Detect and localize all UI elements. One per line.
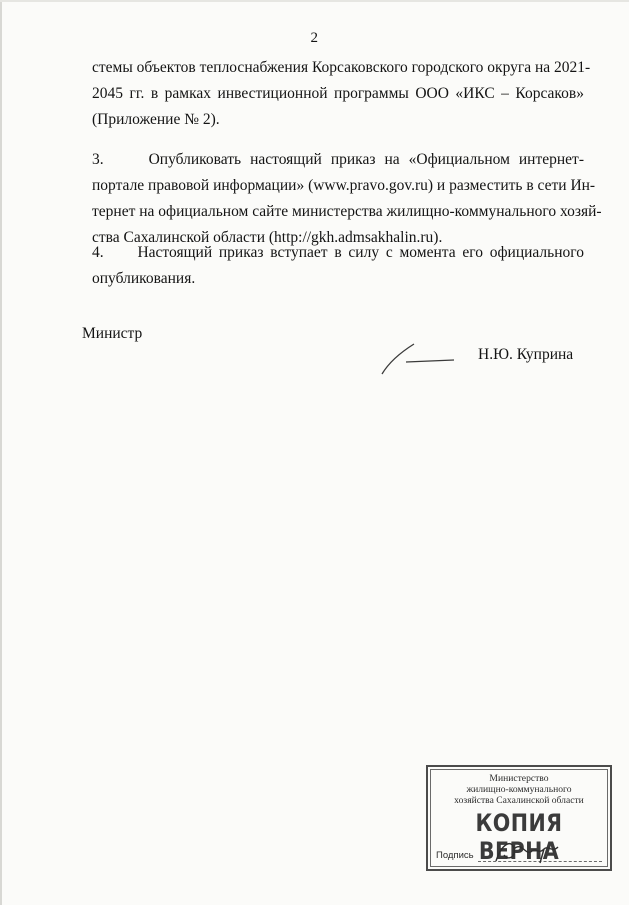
text-line: 4. Настоящий приказ вступает в силу с момента его официального bbox=[92, 244, 584, 261]
stamp-signature-label: Подпись bbox=[436, 850, 474, 861]
text-line: ства Сахалинской области (http://gkh.admsakhalin.ru). bbox=[92, 229, 443, 246]
text-line: (Приложение № 2). bbox=[92, 111, 220, 128]
signer-title: Министр bbox=[82, 325, 143, 342]
text-line: 3. Опубликовать настоящий приказ на «Официальном интернет- bbox=[92, 151, 584, 168]
text-line: стемы объектов теплоснабжения Корсаковского городского округа на 2021- bbox=[92, 59, 591, 76]
stamp-main-text: КОПИЯ ВЕРНА bbox=[475, 809, 563, 865]
signer-name: Н.Ю. Куприна bbox=[478, 346, 574, 363]
page-top-edge bbox=[0, 0, 629, 2]
text-line: портале правовой информации» (www.pravo.gov.ru) и разместить в сети Ин- bbox=[92, 177, 596, 194]
copy-certified-stamp bbox=[426, 765, 612, 871]
text-line: опубликования. bbox=[92, 270, 196, 287]
stamp-handwritten-signature bbox=[492, 835, 572, 867]
handwritten-signature bbox=[376, 336, 456, 378]
stamp-org-line: жилищно-коммунального bbox=[466, 784, 572, 795]
paragraph-item-3-publication bbox=[92, 147, 602, 251]
paragraph-item-4-effective bbox=[92, 240, 584, 292]
page-number: 2 bbox=[310, 30, 319, 46]
stamp-org-line: хозяйства Сахалинской области bbox=[454, 795, 584, 806]
page-left-edge bbox=[0, 0, 2, 905]
stamp-organization bbox=[432, 773, 606, 806]
stamp-org-line: Министерство bbox=[489, 773, 549, 784]
paragraph-appendix-ref bbox=[92, 55, 591, 133]
text-line: тернет на официальном сайте министерства жилищно-коммунального хозяй- bbox=[92, 203, 602, 220]
text-line: 2045 гг. в рамках инвестиционной программы ООО «ИКС – Корсаков» bbox=[92, 85, 584, 102]
